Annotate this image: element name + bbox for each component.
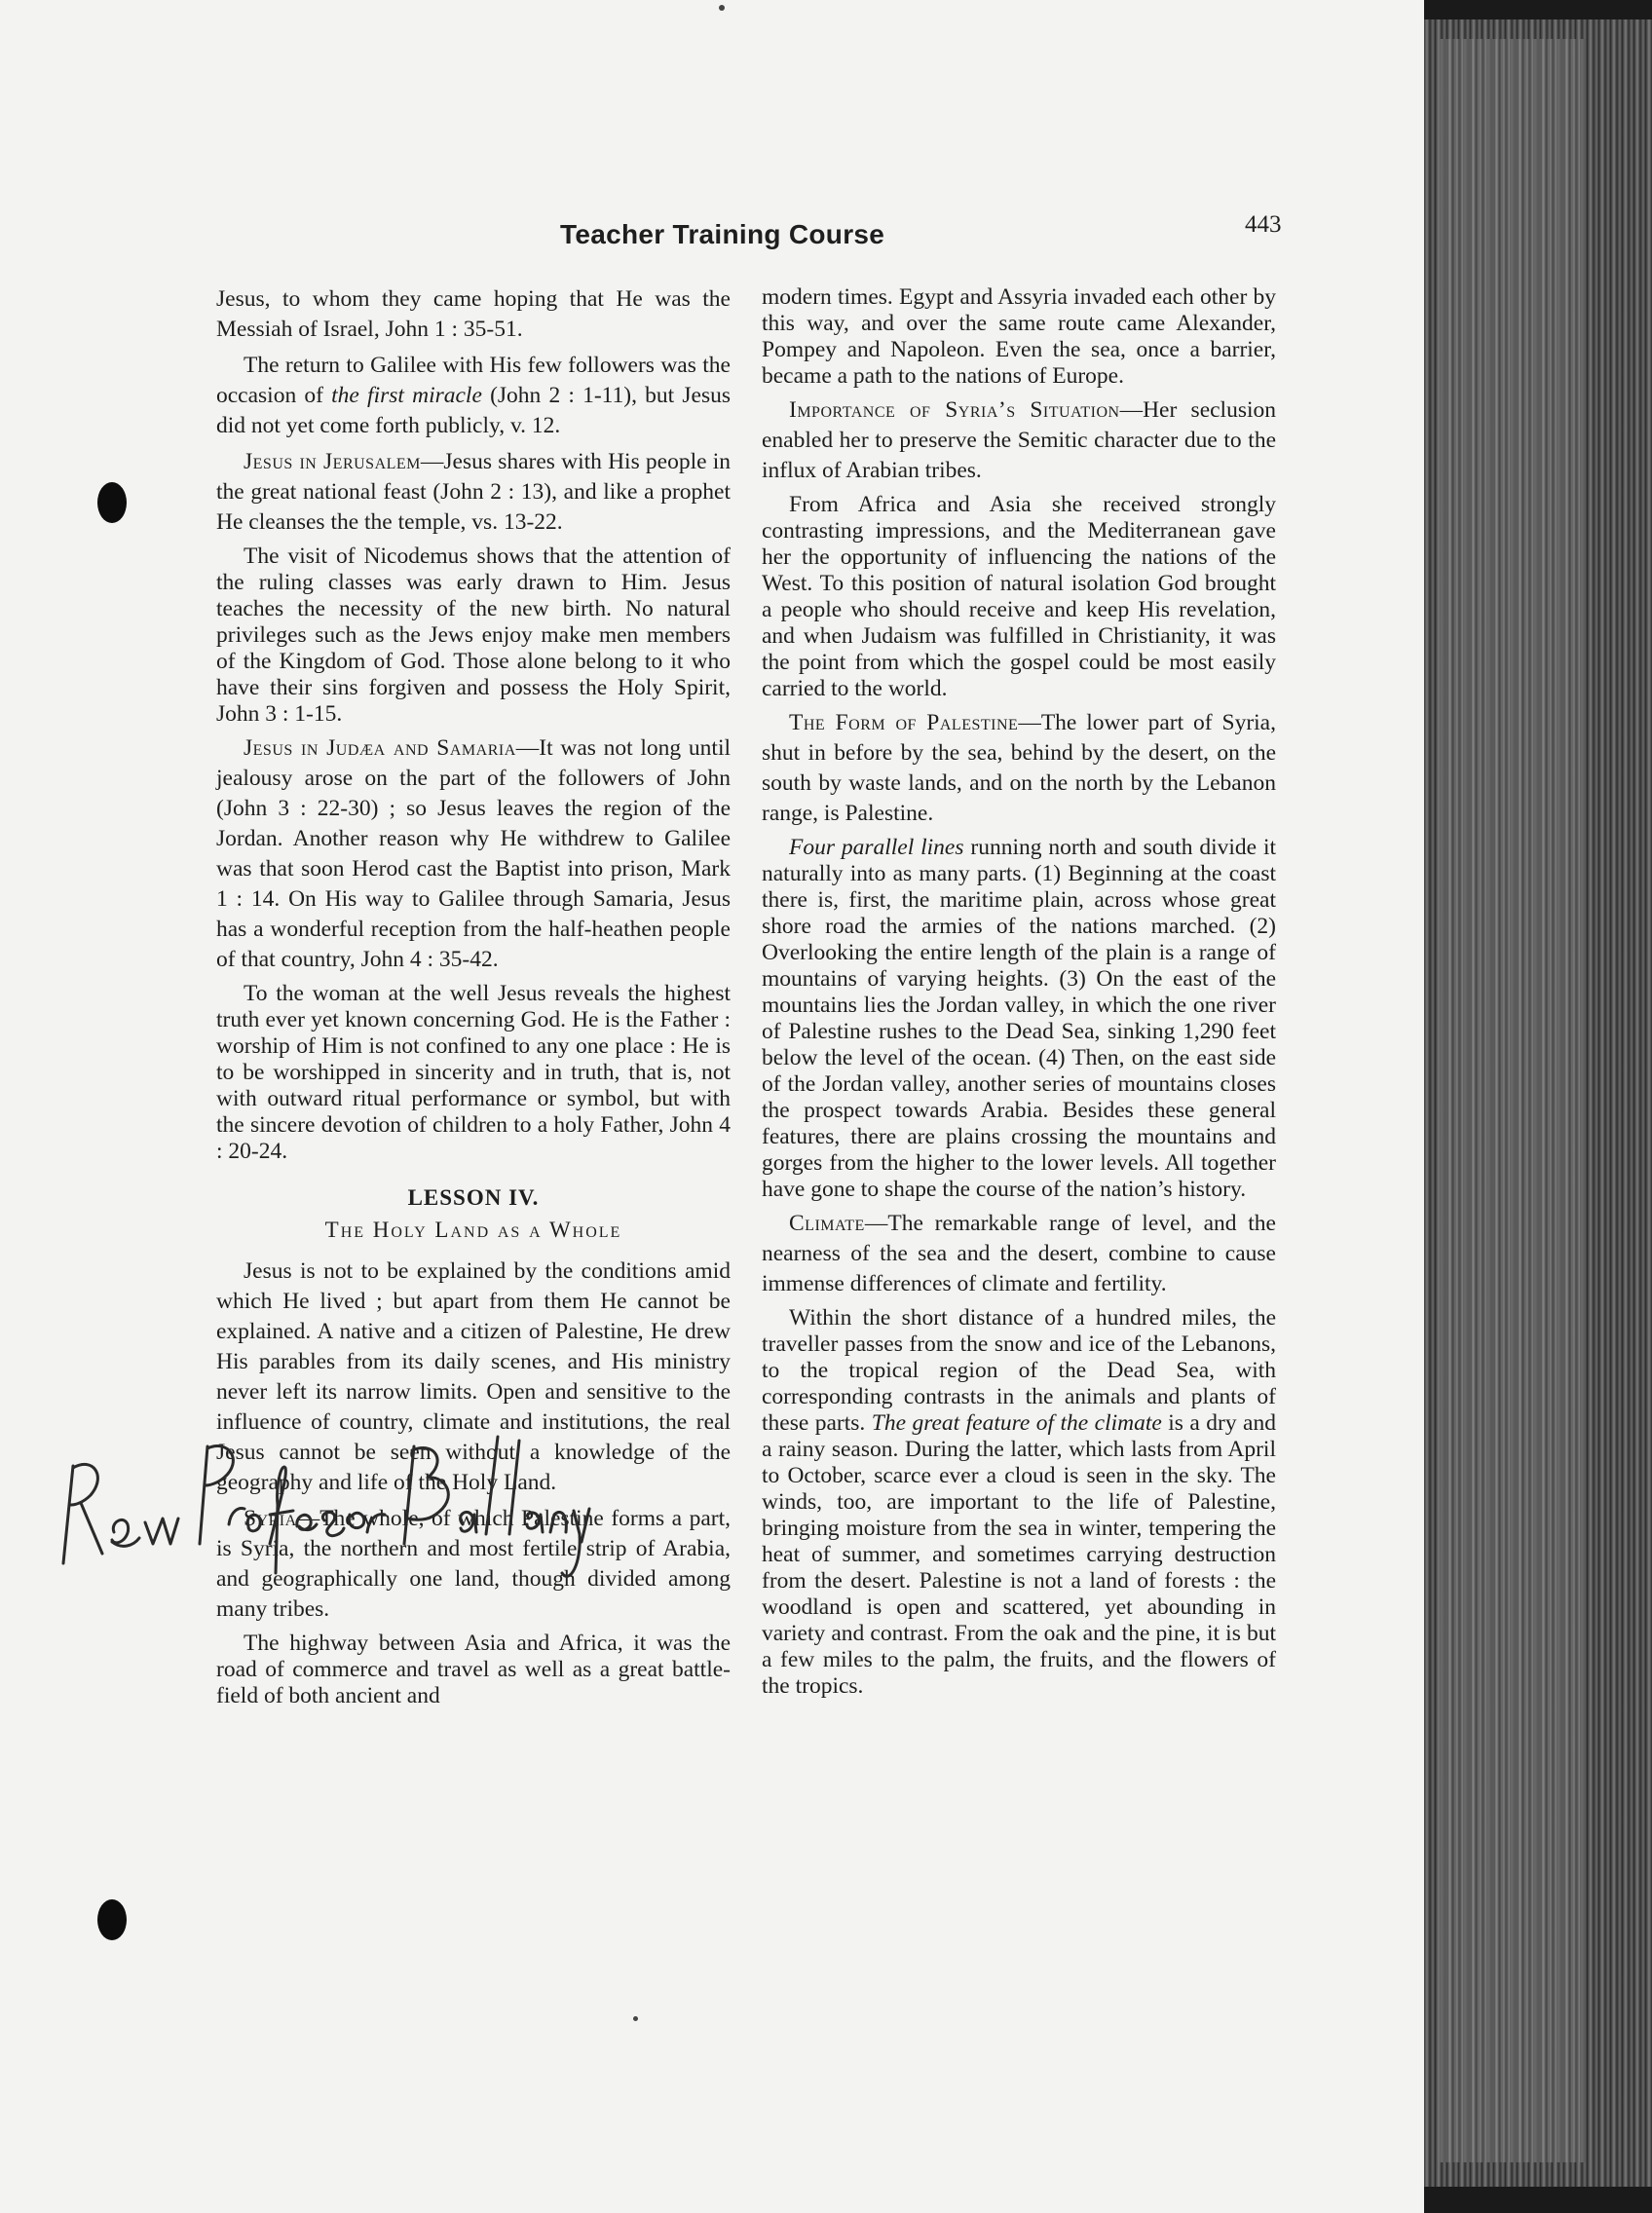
print-speck — [719, 5, 725, 11]
paragraph — [762, 835, 1276, 1203]
paragraph-text: modern times. Egypt and Assyria invaded each other by this way, and over the same route came Alexander, Pompey and Napoleon. Even the sea, once a barrier, became a path to the nations of Europe. — [762, 284, 1276, 389]
signature-text: Rev Professor Ballantyne — [54, 1417, 64, 1418]
paragraph-text: From Africa and Asia she received strongly contrasting impressions, and the Mediterranean gave her the opportunity of influencing the nations of the West. To this position of natural isolation God brought a people who should receive and keep His revelation, and when Judaism was fulfilled in Christianity, it was the point from which the gospel could be most easily carried to the world. — [762, 492, 1276, 701]
section-lead: The Form of Palestine — [789, 710, 1019, 735]
emphasis: the first miracle — [331, 383, 482, 408]
paragraph — [762, 1209, 1276, 1299]
paragraph — [216, 544, 731, 728]
paragraph-text: —It was not long until jealousy arose on the part of the followers of John (John 3 : 22-30) ; so Jesus leaves the region of the Jordan. Another reason why He withdrew to Galilee was that soon Herod cast the Baptist into prison, Mark 1 : 14. On His way to Galilee through Samaria, Jesus has a wonderful reception from the half-heathen people of that country, John 4 : 35-42. — [216, 735, 731, 972]
paragraph-text: The highway between Asia and Africa, it was the road of commerce and travel as well as a great battle-field of both ancient and — [216, 1631, 731, 1708]
lesson-heading: LESSON IV. — [407, 1185, 540, 1210]
section-lead: Syria — [244, 1506, 297, 1531]
paragraph — [216, 981, 731, 1165]
paragraph-text: —Her seclusion enabled her to preserve the Semitic character due to the influx of Arabian tribes. — [762, 397, 1277, 483]
paragraph-text: To the woman at the well Jesus reveals the highest truth ever yet known concerning God. He is the Father : worship of Him is not confined to any one place : He is to be worshipped in sincerity and in truth, that is, not with outward ritual performance or symbol, but with the sincere devotion of children to a holy Father, John 4 : 20-24. — [216, 981, 731, 1164]
paragraph-text: —The whole, of which Palestine forms a part, is Syria, the northern and most fertile strip of Arabia, and geographically one land, though divided among many tribes. — [216, 1506, 731, 1622]
paragraph — [762, 708, 1276, 829]
binding-hole-top — [97, 482, 127, 523]
section-lead: Importance of Syria’s Situation — [789, 397, 1120, 423]
paragraph-text: The visit of Nicodemus shows that the attention of the ruling classes was early drawn to Him. Jesus teaches the necessity of the new birth. No natural privileges such as the Jews enjoy make men members of the Kingdom of God. Those alone belong to it who have their sins forgiven and possess the Holy Spirit, John 3 : 1-15. — [216, 544, 731, 727]
section-lead: Jesus in Jerusalem — [244, 449, 421, 474]
paragraph-text: is a dry and a rainy season. During the latter, which lasts from April to October, scarce ever a cloud is seen in the sky. The winds, too, are important to the life of Palestine, bringing moisture from the sea in winter, tempering the heat of summer, and sometimes carrying destruction from the desert. Palestine is not a land of forests : the woodland is open and scattered, yet abounding in variety and contrast. From the oak and the pine, it is but a few miles to the palm, the fruits, and the flowers of the tropics. — [762, 1410, 1276, 1699]
page-stack-texture — [1440, 39, 1586, 2162]
print-speck — [633, 2016, 638, 2021]
paragraph — [762, 395, 1276, 486]
right-column — [762, 284, 1276, 1706]
handwritten-signature — [54, 1417, 599, 1612]
paragraph-text: Within the short distance of a hundred miles, the traveller passes from the snow and ice of the Lebanons, to the tropical region of the Dead Sea, with corresponding contrasts in the animals and plants of these parts. — [762, 1305, 1276, 1436]
left-column-paragraphs — [216, 284, 731, 1165]
paragraph — [216, 351, 731, 441]
paragraph-text: Jesus, to whom they came hoping that He was the Messiah of Israel, John 1 : 35-51. — [216, 286, 731, 342]
paragraph-text: —Jesus shares with His people in the great national feast (John 2 : 13), and like a prophet He cleanses the the temple, vs. 13-22. — [216, 449, 732, 535]
paragraph — [216, 447, 731, 538]
paragraph — [216, 1631, 731, 1709]
paragraph — [762, 492, 1276, 702]
binding-hole-bottom — [97, 1899, 127, 1940]
section-lead: Jesus in Judæa and Samaria — [244, 735, 516, 761]
paragraph-text: —The remarkable range of level, and the nearness of the sea and the desert, combine to cause immense differences of climate and fertility. — [762, 1211, 1276, 1296]
paragraph-text: Jesus is not to be explained by the conditions amid which He lived ; but apart from them He cannot be explained. A native and a citizen of Palestine, He drew His parables from its daily scenes, and His ministry never left its narrow limits. Open and sensitive to the influence of country, climate and institutions, the real Jesus cannot be seen without a knowledge of the geography and life of the Holy Land. — [216, 1258, 731, 1495]
paragraph — [762, 1305, 1276, 1700]
paragraph — [216, 733, 731, 975]
paragraph-text: running north and south divide it naturally into as many parts. (1) Beginning at the coast there is, first, the maritime plain, across whose great shore road the armies of the nations marched. (2) Overlooking the entire length of the plain is a range of mountains of varying heights. (3) On the east of the mountains lies the Jordan valley, in which the one river of Palestine rushes to the Dead Sea, sinking 1,290 feet below the level of the ocean. (4) Then, on the east side of the Jordan valley, another series of mountains closes the prospect towards Arabia. Besides these general features, there are plains crossing the mountains and gorges from the higher to the lower levels. All together have gone to shape the course of the nation’s history. — [762, 835, 1276, 1202]
paragraph — [216, 284, 731, 345]
paragraph-text: —The lower part of Syria, shut in before by the sea, behind by the desert, on the south by waste lands, and on the north by the Lebanon range, is Palestine. — [762, 710, 1276, 826]
running-head: Teacher Training Course — [560, 219, 885, 249]
page-number: 443 — [1245, 211, 1282, 238]
section-lead: Climate — [789, 1211, 865, 1236]
paragraph-text: The return to Galilee with His few followers was the occasion of — [216, 353, 731, 408]
paragraph-text: (John 2 : 1-11), but Jesus did not yet come forth publicly, v. 12. — [216, 383, 731, 438]
paragraph — [762, 284, 1276, 390]
emphasis: Four parallel lines — [789, 835, 964, 860]
right-column-paragraphs — [762, 284, 1276, 1700]
emphasis: The great feature of the climate — [871, 1410, 1162, 1436]
lesson-title: The Holy Land as a Whole — [324, 1218, 622, 1242]
